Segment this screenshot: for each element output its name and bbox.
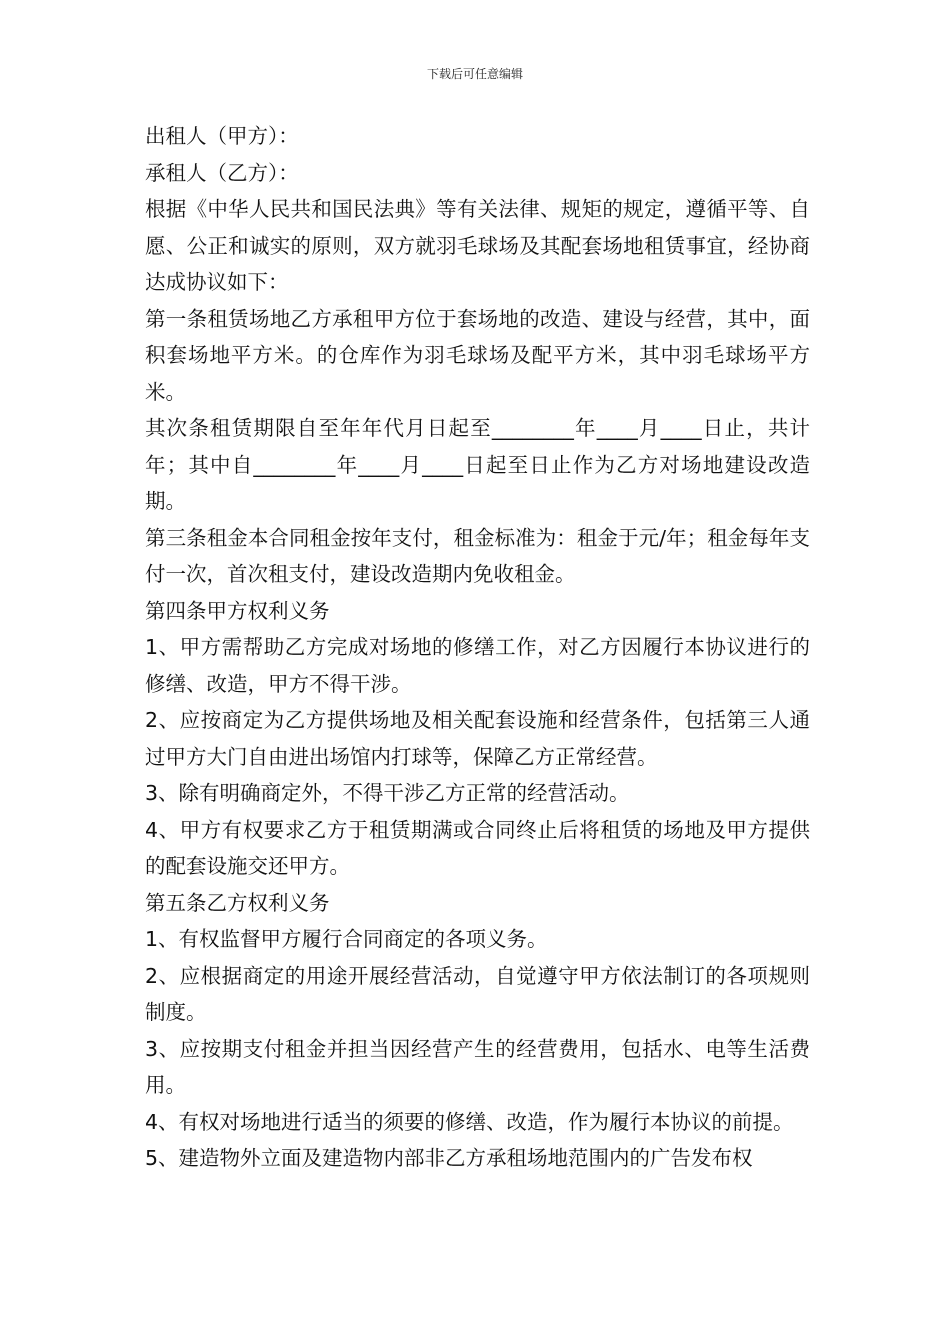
article-5-item-1: 1、有权监督甲方履行合同商定的各项义务。 (145, 927, 548, 951)
document-body (145, 118, 810, 1177)
article-4-item-2: 2、应按商定为乙方提供场地及相关配套设施和经营条件，包括第三人通过甲方大门自由进出场馆内打球等，保障乙方正常经营。 (145, 708, 810, 769)
article-2-paragraph: 其次条租赁期限自至年年代月日起至________年____月____日止，共计年；其中自________年____月____日起至日止作为乙方对场地建设改造期。 (145, 416, 810, 513)
party-b-line: 承租人（乙方）： (145, 160, 299, 185)
preamble-paragraph: 根据《中华人民共和国民法典》等有关法律、规矩的规定，遵循平等、自愿、公正和诚实的原则，双方就羽毛球场及其配套场地租赁事宜，经协商达成协议如下： (145, 197, 810, 294)
article-5-item-5: 5、建造物外立面及建造物内部非乙方承租场地范围内的广告发布权 (145, 1146, 753, 1170)
article-5-item-4: 4、有权对场地进行适当的须要的修缮、改造，作为履行本协议的前提。 (145, 1109, 794, 1134)
article-3-paragraph: 第三条租金本合同租金按年支付，租金标准为：租金于元/年；租金每年支付一次，首次租支付，建设改造期内免收租金。 (145, 525, 810, 586)
article-4-heading: 第四条甲方权利义务 (145, 598, 330, 623)
article-4-item-1: 1、甲方需帮助乙方完成对场地的修缮工作，对乙方因履行本协议进行的修缮、改造，甲方不得干涉。 (145, 635, 810, 696)
article-5-heading: 第五条乙方权利义务 (145, 890, 330, 915)
article-5-item-3: 3、应按期支付租金并担当因经营产生的经营费用，包括水、电等生活费用。 (145, 1036, 810, 1097)
article-4-item-4: 4、甲方有权要求乙方于租赁期满或合同终止后将租赁的场地及甲方提供的配套设施交还甲方。 (145, 817, 810, 878)
header-note: 下载后可任意编辑 (426, 67, 523, 81)
party-a-line: 出租人（甲方）： (145, 124, 299, 148)
article-4-item-3: 3、除有明确商定外，不得干涉乙方正常的经营活动。 (145, 781, 630, 805)
article-1-paragraph: 第一条租赁场地乙方承租甲方位于套场地的改造、建设与经营，其中，面积套场地平方米。的仓库作为羽毛球场及配平方米，其中羽毛球场平方米。 (145, 306, 810, 404)
article-5-item-2: 2、应根据商定的用途开展经营活动，自觉遵守甲方依法制订的各项规则制度。 (145, 963, 810, 1024)
